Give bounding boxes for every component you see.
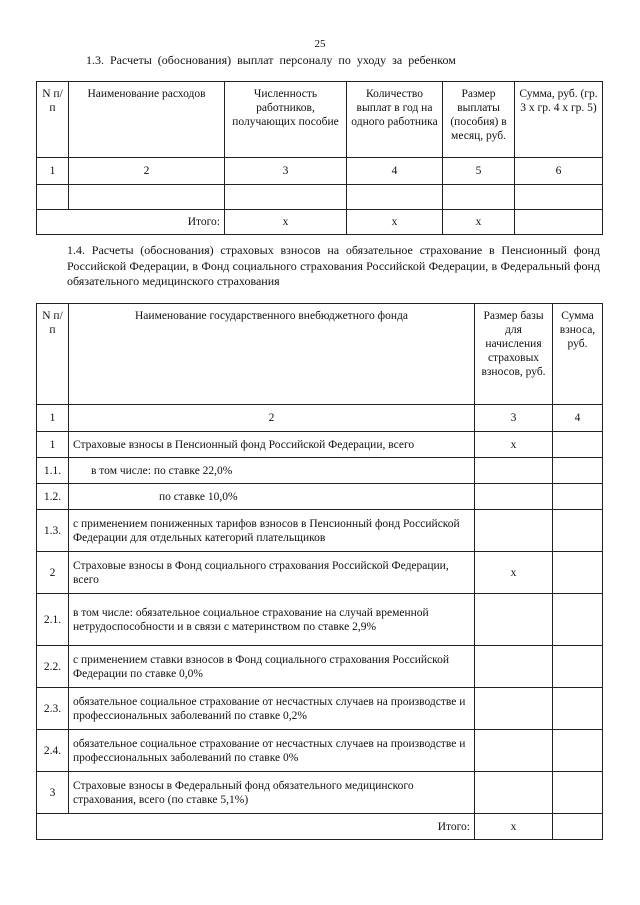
table-row	[37, 510, 603, 552]
row-number: 2.2.	[37, 646, 69, 688]
column-number: 3	[225, 158, 347, 185]
total-label: Итого:	[37, 814, 475, 840]
sum-cell	[553, 552, 603, 594]
column-number: 2	[69, 158, 225, 185]
total-mark: x	[347, 210, 443, 235]
column-number: 1	[37, 158, 69, 185]
fund-name: Страховые взносы в Пенсионный фонд Российской Федерации, всего	[69, 432, 475, 458]
column-number: 2	[69, 405, 475, 432]
row-number: 2.4.	[37, 730, 69, 772]
header-cell: Количество выплат в год на одного работника	[347, 82, 443, 158]
header-cell: Наименование государственного внебюджетного фонда	[69, 304, 475, 405]
base-cell	[475, 594, 553, 646]
sum-cell	[553, 646, 603, 688]
column-number: 4	[347, 158, 443, 185]
fund-name: в том числе: по ставке 22,0%	[69, 458, 475, 484]
row-number: 1	[37, 432, 69, 458]
table-row	[37, 688, 603, 730]
table-header-row	[37, 82, 603, 158]
base-cell	[475, 646, 553, 688]
column-number-row	[37, 158, 603, 185]
base-cell: x	[475, 552, 553, 594]
sum-cell	[553, 688, 603, 730]
column-number: 3	[475, 405, 553, 432]
base-cell	[475, 688, 553, 730]
empty-row	[37, 185, 603, 210]
cell	[69, 185, 225, 210]
fund-name: с применением ставки взносов в Фонд социального страхования Российской Федерации по ставке 0,0%	[69, 646, 475, 688]
row-number: 2	[37, 552, 69, 594]
cell	[515, 185, 603, 210]
column-number: 5	[443, 158, 515, 185]
column-number: 4	[553, 405, 603, 432]
column-number: 1	[37, 405, 69, 432]
row-number: 2.1.	[37, 594, 69, 646]
sum-cell	[553, 432, 603, 458]
table-row	[37, 484, 603, 510]
header-cell: N п/п	[37, 82, 69, 158]
table-row	[37, 594, 603, 646]
row-number: 3	[37, 772, 69, 814]
fund-name: в том числе: обязательное социальное страхование на случай временной нетрудоспособности и в связи с материнством по ставке 2,9%	[69, 594, 475, 646]
sum-cell	[553, 594, 603, 646]
sum-cell	[553, 772, 603, 814]
cell	[443, 185, 515, 210]
fund-name: с применением пониженных тарифов взносов в Пенсионный фонд Российской Федерации для отдельных категорий плательщиков	[69, 510, 475, 552]
fund-name: Страховые взносы в Фонд социального страхования Российской Федерации, всего	[69, 552, 475, 594]
cell	[347, 185, 443, 210]
sum-cell	[553, 730, 603, 772]
table-row	[37, 552, 603, 594]
section-1-4-heading: 1.4. Расчеты (обоснования) страховых взносов на обязательное страхование в Пенсионный фонд Российской Федерации, в Фонд социального страхования Российской Федерации, в Федеральный фонд обязательного медицинского страхования	[67, 243, 600, 288]
cell	[515, 210, 603, 235]
base-cell	[475, 730, 553, 772]
childcare-payments-table	[36, 81, 603, 235]
total-base: x	[475, 814, 553, 840]
sum-cell	[553, 510, 603, 552]
sum-cell	[553, 458, 603, 484]
column-number: 6	[515, 158, 603, 185]
total-row	[37, 210, 603, 235]
insurance-contributions-table	[36, 303, 603, 840]
cell	[225, 185, 347, 210]
fund-name: обязательное социальное страхование от несчастных случаев на производстве и профессиональных заболеваний по ставке 0,2%	[69, 688, 475, 730]
header-cell: Наименование расходов	[69, 82, 225, 158]
fund-name: Страховые взносы в Федеральный фонд обязательного медицинского страхования, всего (по ставке 5,1%)	[69, 772, 475, 814]
header-cell: Размер выплаты (пособия) в месяц, руб.	[443, 82, 515, 158]
base-cell	[475, 772, 553, 814]
row-number: 1.2.	[37, 484, 69, 510]
sum-cell	[553, 484, 603, 510]
table-row	[37, 432, 603, 458]
header-cell: Размер базы для начисления страховых взносов, руб.	[475, 304, 553, 405]
fund-name: обязательное социальное страхование от несчастных случаев на производстве и профессиональных заболеваний по ставке 0%	[69, 730, 475, 772]
cell	[37, 185, 69, 210]
table-row	[37, 730, 603, 772]
header-cell: Численность работников, получающих пособие	[225, 82, 347, 158]
total-mark: x	[225, 210, 347, 235]
base-cell: x	[475, 432, 553, 458]
total-mark: x	[443, 210, 515, 235]
total-row	[37, 814, 603, 840]
section-1-3-heading: 1.3. Расчеты (обоснования) выплат персоналу по уходу за ребенком	[86, 53, 456, 67]
header-cell: N п/п	[37, 304, 69, 405]
column-number-row	[37, 405, 603, 432]
cell	[553, 814, 603, 840]
base-cell	[475, 458, 553, 484]
header-cell: Сумма, руб. (гр. 3 x гр. 4 x гр. 5)	[515, 82, 603, 158]
row-number: 2.3.	[37, 688, 69, 730]
total-label: Итого:	[37, 210, 225, 235]
table-row	[37, 458, 603, 484]
base-cell	[475, 510, 553, 552]
table-header-row	[37, 304, 603, 405]
base-cell	[475, 484, 553, 510]
row-number: 1.1.	[37, 458, 69, 484]
table-row	[37, 646, 603, 688]
fund-name: по ставке 10,0%	[69, 484, 475, 510]
header-cell: Сумма взноса, руб.	[553, 304, 603, 405]
row-number: 1.3.	[37, 510, 69, 552]
page-number: 25	[314, 38, 326, 50]
table-row	[37, 772, 603, 814]
